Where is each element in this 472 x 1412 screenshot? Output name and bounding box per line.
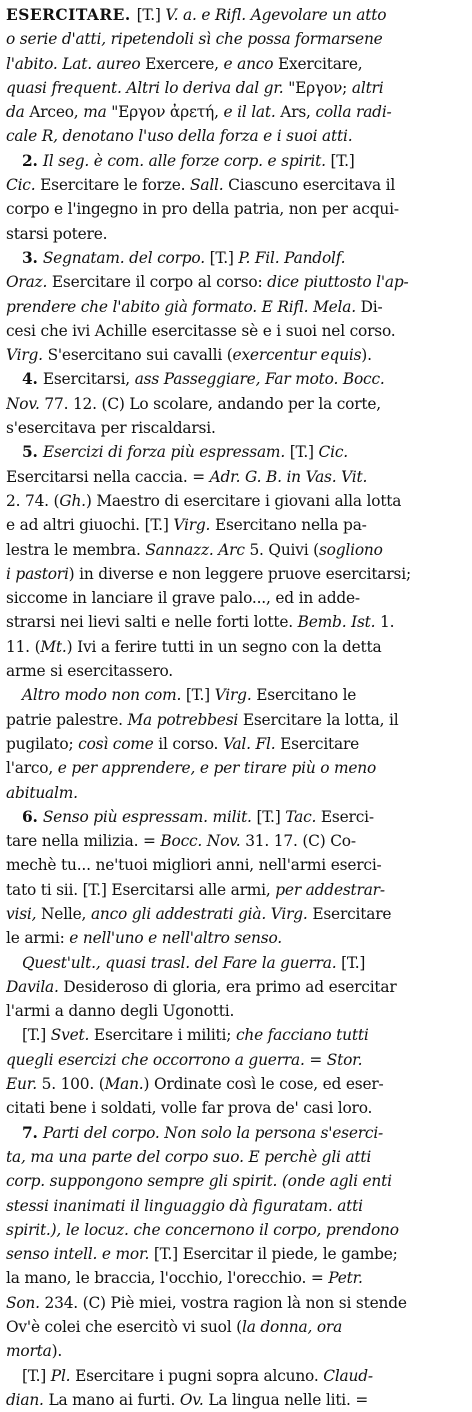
text-segment: corpo e l'ingegno in pro della patria, non per acqui-	[6, 200, 399, 219]
text-segment: stessi inanimati il linguaggio dà figuratam. atti	[6, 1196, 363, 1215]
text-segment: 4.	[22, 370, 43, 389]
text-line	[6, 756, 464, 780]
text-segment: e il lat.	[223, 103, 281, 122]
text-segment: Esercitano nella pa-	[214, 516, 367, 535]
text-segment: [T.]	[153, 1245, 183, 1264]
text-line	[6, 610, 464, 634]
text-segment: e per apprendere, e per tirare più o meno	[57, 759, 377, 778]
text-segment: [T.]	[22, 1366, 51, 1385]
text-segment: Man.	[104, 1075, 144, 1094]
text-segment: starsi potere.	[6, 224, 108, 243]
text-segment: quegli esercizi che occorrono a guerra. = Stor.	[6, 1050, 363, 1069]
text-segment: 5.	[22, 443, 43, 462]
text-segment: Adr. G. B. in Vas. Vit.	[209, 467, 368, 486]
text-line	[6, 367, 464, 391]
text-segment: Pl.	[50, 1366, 76, 1385]
text-segment: l'abito. Lat.	[6, 54, 97, 73]
text-segment: 5. 100. (	[41, 1075, 105, 1094]
text-segment: aureo	[96, 54, 146, 73]
text-segment: 6.	[22, 807, 43, 826]
text-segment: l'armi a danno degli Ugonotti.	[6, 1002, 235, 1021]
text-segment: Ars,	[280, 103, 316, 122]
text-line	[6, 149, 464, 173]
text-line	[6, 222, 464, 246]
text-segment: siccome in lanciare il grave palo..., ed in adde-	[6, 589, 360, 608]
text-line	[6, 343, 464, 367]
text-segment: morta	[6, 1342, 52, 1361]
text-line	[6, 76, 464, 100]
text-segment: Esercitare i militi;	[93, 1026, 236, 1045]
text-line	[6, 1194, 464, 1218]
text-segment: Esercitar il piede, le gambe;	[182, 1245, 398, 1264]
text-segment: da	[6, 103, 30, 122]
text-segment: Exercere,	[145, 54, 224, 73]
text-line	[6, 416, 464, 440]
text-segment: sogliono	[318, 540, 383, 559]
text-segment: pugilato;	[6, 734, 79, 753]
text-segment: ).	[361, 346, 372, 365]
text-segment: 77. 12. (C) Lo scolare, andando per la corte,	[44, 394, 381, 413]
text-line	[6, 708, 464, 732]
text-segment: o serie d'atti, ripetendoli sì che possa formarsene	[6, 30, 383, 49]
text-segment: Esercitarsi nella caccia. =	[6, 467, 210, 486]
text-segment: 1.	[380, 613, 395, 632]
text-line	[6, 246, 464, 270]
text-segment: Senso più espressam. milit.	[42, 807, 257, 826]
text-line	[6, 392, 464, 416]
text-line	[6, 781, 464, 805]
text-segment: V. a. e Rifl. Agevolare un atto	[165, 6, 387, 24]
text-segment: [T.]	[289, 443, 319, 462]
text-segment: il corso.	[158, 734, 223, 753]
text-segment: [T.]	[22, 1026, 51, 1045]
text-segment: "Εργον;	[288, 78, 352, 97]
text-segment: abitualm.	[6, 783, 78, 802]
text-line	[6, 1242, 464, 1266]
text-line	[6, 562, 464, 586]
text-line	[6, 853, 464, 877]
text-segment: Sannazz. Arc	[145, 540, 250, 559]
text-segment: 2. 74. (	[6, 491, 60, 510]
text-segment: strarsi nei lievi salti e nelle forti lotte.	[6, 613, 298, 632]
text-segment: [T.]	[136, 6, 166, 24]
text-segment: citati bene i soldati, volle far prova de' casi loro.	[6, 1099, 373, 1118]
text-segment: anco gli addestrati già. Virg.	[90, 904, 313, 923]
text-segment: Virg.	[173, 516, 215, 535]
text-segment: che facciano tutti	[235, 1026, 369, 1045]
text-line	[6, 319, 464, 343]
text-line	[6, 1315, 464, 1339]
text-line	[6, 829, 464, 853]
text-segment: Cic.	[318, 443, 348, 462]
text-line	[6, 999, 464, 1023]
text-segment: Esercitare il corpo al corso:	[51, 273, 268, 292]
text-segment: cale R, denotano l'uso della forza e i suoi atti.	[6, 127, 353, 146]
text-segment: 7.	[22, 1123, 43, 1142]
text-line	[6, 489, 464, 513]
text-segment: Virg.	[6, 346, 48, 365]
text-segment: ma	[83, 103, 112, 122]
text-segment: Virg.	[214, 686, 257, 705]
text-line	[6, 902, 464, 926]
text-segment: Esercitare i pugni sopra alcuno.	[75, 1366, 324, 1385]
text-segment: Sall.	[190, 176, 229, 195]
text-segment: Desideroso di gloria, era primo ad esercitar	[63, 977, 397, 996]
text-segment: dice piuttosto l'ap-	[267, 273, 409, 292]
text-line	[6, 586, 464, 610]
text-segment: quasi frequent. Altri lo deriva dal gr.	[6, 78, 289, 97]
text-segment: Svet.	[50, 1026, 94, 1045]
text-segment: ) Ivi a ferire tutti in un segno con la detta	[66, 637, 382, 656]
text-segment: spirit.), le locuz. che concernono il corpo, prendono	[6, 1220, 399, 1239]
text-segment: Di-	[360, 297, 383, 316]
text-line	[6, 1072, 464, 1096]
text-segment: tato ti sii. [T.] Esercitarsi alle armi,	[6, 880, 276, 899]
text-line	[6, 1096, 464, 1120]
text-segment: 2.	[22, 151, 43, 170]
text-segment: altri	[351, 78, 384, 97]
text-segment: Esercitare le forze.	[40, 176, 191, 195]
text-line	[6, 1023, 464, 1047]
text-line	[6, 124, 464, 148]
text-segment: 11. (	[6, 637, 41, 656]
text-line	[6, 1218, 464, 1242]
text-segment: cesi che ivi Achille esercitasse sè e i suoi nel corso.	[6, 321, 396, 340]
text-segment: [T.]	[209, 248, 239, 267]
text-segment: Eserci-	[320, 807, 374, 826]
text-segment: Arceo,	[29, 103, 84, 122]
text-segment: senso intell. e mor.	[6, 1245, 154, 1264]
text-segment: S'esercitano sui cavalli (	[47, 346, 233, 365]
text-segment: Mt.	[40, 637, 67, 656]
text-segment: [T.]	[341, 953, 366, 972]
text-segment: l'arco,	[6, 759, 58, 778]
text-segment: Esercitano le	[256, 686, 357, 705]
text-line	[6, 659, 464, 683]
text-line	[6, 513, 464, 537]
text-line	[6, 100, 464, 124]
text-line	[6, 538, 464, 562]
text-segment: ).	[51, 1342, 63, 1361]
text-segment: 5. Quivi (	[249, 540, 319, 559]
text-line	[6, 1364, 464, 1388]
text-segment: corp. suppongono sempre gli spirit. (onde agli enti	[6, 1172, 392, 1191]
text-segment: [T.]	[330, 151, 355, 170]
text-segment: [T.]	[185, 686, 215, 705]
text-segment: Cic.	[6, 176, 41, 195]
text-segment: e anco	[223, 54, 278, 73]
text-segment: Bemb. Ist.	[297, 613, 381, 632]
text-segment: arme si esercitassero.	[6, 662, 173, 681]
text-segment: exercentur equis	[232, 346, 362, 365]
text-line	[6, 951, 464, 975]
text-segment: mechè tu... ne'tuoi migliori anni, nell'armi eserci-	[6, 856, 382, 875]
text-segment: prendere che l'abito già formato. E Rifl. Mela.	[6, 297, 361, 316]
text-line	[6, 295, 464, 319]
text-line	[6, 1145, 464, 1169]
text-segment: così come	[78, 734, 159, 753]
text-segment: Ov'è colei che esercitò vi suol (	[6, 1318, 242, 1337]
text-line	[6, 1121, 464, 1145]
text-segment: 31. 17. (C) Co-	[245, 832, 356, 851]
text-segment: la donna, ora	[241, 1318, 343, 1337]
text-segment: Esercitare la lotta, il	[242, 710, 399, 729]
text-line	[6, 3, 464, 27]
text-segment: Ciascuno esercitava il	[228, 176, 396, 195]
text-segment: ass Passeggiare, Far moto. Bocc.	[134, 370, 385, 389]
text-segment: Il seg. è com. alle forze corp. e spirit.	[42, 151, 331, 170]
text-segment: Ov.	[179, 1390, 209, 1409]
text-segment: Gh.	[59, 491, 86, 510]
text-segment: La lingua nelle liti. =	[208, 1390, 369, 1409]
text-segment: Petr.	[328, 1269, 363, 1288]
text-segment: [T.]	[256, 807, 286, 826]
text-line	[6, 975, 464, 999]
text-segment: La mano ai furti.	[48, 1390, 180, 1409]
text-segment: Claud-	[323, 1366, 373, 1385]
text-line	[6, 27, 464, 51]
text-line	[6, 878, 464, 902]
text-segment: e ad altri giuochi. [T.]	[6, 516, 174, 535]
text-segment: patrie palestre.	[6, 710, 128, 729]
text-segment: 234. (C) Piè miei, vostra ragion là non si stende	[44, 1293, 407, 1312]
text-segment: Tac.	[285, 807, 321, 826]
text-segment: Esercitare	[312, 904, 392, 923]
text-line	[6, 1339, 464, 1363]
text-segment: visi,	[6, 904, 42, 923]
text-segment: Esercitarsi,	[42, 370, 135, 389]
text-segment: ) Ordinate così le cose, ed eser-	[143, 1075, 384, 1094]
text-segment: per addestrar-	[275, 880, 385, 899]
text-segment: Davila.	[6, 977, 64, 996]
text-segment: Exercitare,	[277, 54, 363, 73]
text-segment: Altro modo non com.	[22, 686, 186, 705]
text-segment: 3.	[22, 248, 43, 267]
text-line	[6, 197, 464, 221]
text-segment: Quest'ult., quasi trasl. del Fare la guerra.	[22, 953, 342, 972]
text-line	[6, 440, 464, 464]
text-segment: ta, ma una parte del corpo suo. E perchè gli atti	[6, 1147, 372, 1166]
text-line	[6, 732, 464, 756]
text-line	[6, 805, 464, 829]
text-segment: colla radi-	[315, 103, 392, 122]
text-segment: s'esercitava per riscaldarsi.	[6, 419, 216, 438]
text-segment: Oraz.	[6, 273, 52, 292]
text-segment: Bocc. Nov.	[160, 832, 246, 851]
text-segment: Esercitare	[280, 734, 360, 753]
text-segment: Segnatam. del corpo.	[42, 248, 210, 267]
text-line	[6, 1291, 464, 1315]
text-segment: ) in diverse e non leggere pruove esercitarsi;	[68, 564, 411, 583]
text-line	[6, 465, 464, 489]
text-segment: e nell'uno e nell'altro senso.	[69, 929, 282, 948]
text-segment: ESERCITARE.	[6, 6, 137, 24]
text-line	[6, 683, 464, 707]
text-line	[6, 1169, 464, 1193]
text-segment: dian.	[6, 1390, 49, 1409]
text-segment: le armi:	[6, 929, 70, 948]
text-segment: Eur.	[6, 1075, 42, 1094]
text-segment: tare nella milizia. =	[6, 832, 161, 851]
text-line	[6, 1266, 464, 1290]
text-segment: Val. Fl.	[222, 734, 281, 753]
text-line	[6, 173, 464, 197]
text-segment: Esercizi di forza più espressam.	[42, 443, 290, 462]
text-line	[6, 635, 464, 659]
text-segment: la mano, le braccia, l'occhio, l'orecchio. =	[6, 1269, 329, 1288]
text-segment: Ma potrebbesi	[127, 710, 243, 729]
text-line	[6, 1388, 464, 1412]
text-segment: "Εργον ἀρετή,	[111, 103, 224, 122]
text-segment: Nov.	[6, 394, 45, 413]
text-segment: Parti del corpo. Non solo la persona s'eserci-	[42, 1123, 384, 1142]
text-segment: Son.	[6, 1293, 45, 1312]
text-line	[6, 270, 464, 294]
text-line	[6, 1048, 464, 1072]
text-segment: Nelle,	[41, 904, 91, 923]
text-segment: P. Fil. Pandolf.	[238, 248, 346, 267]
text-segment: ) Maestro di esercitare i giovani alla lotta	[85, 491, 402, 510]
text-line	[6, 926, 464, 950]
text-line	[6, 52, 464, 76]
text-segment: i pastori	[6, 564, 69, 583]
text-segment: lestra le membra.	[6, 540, 146, 559]
